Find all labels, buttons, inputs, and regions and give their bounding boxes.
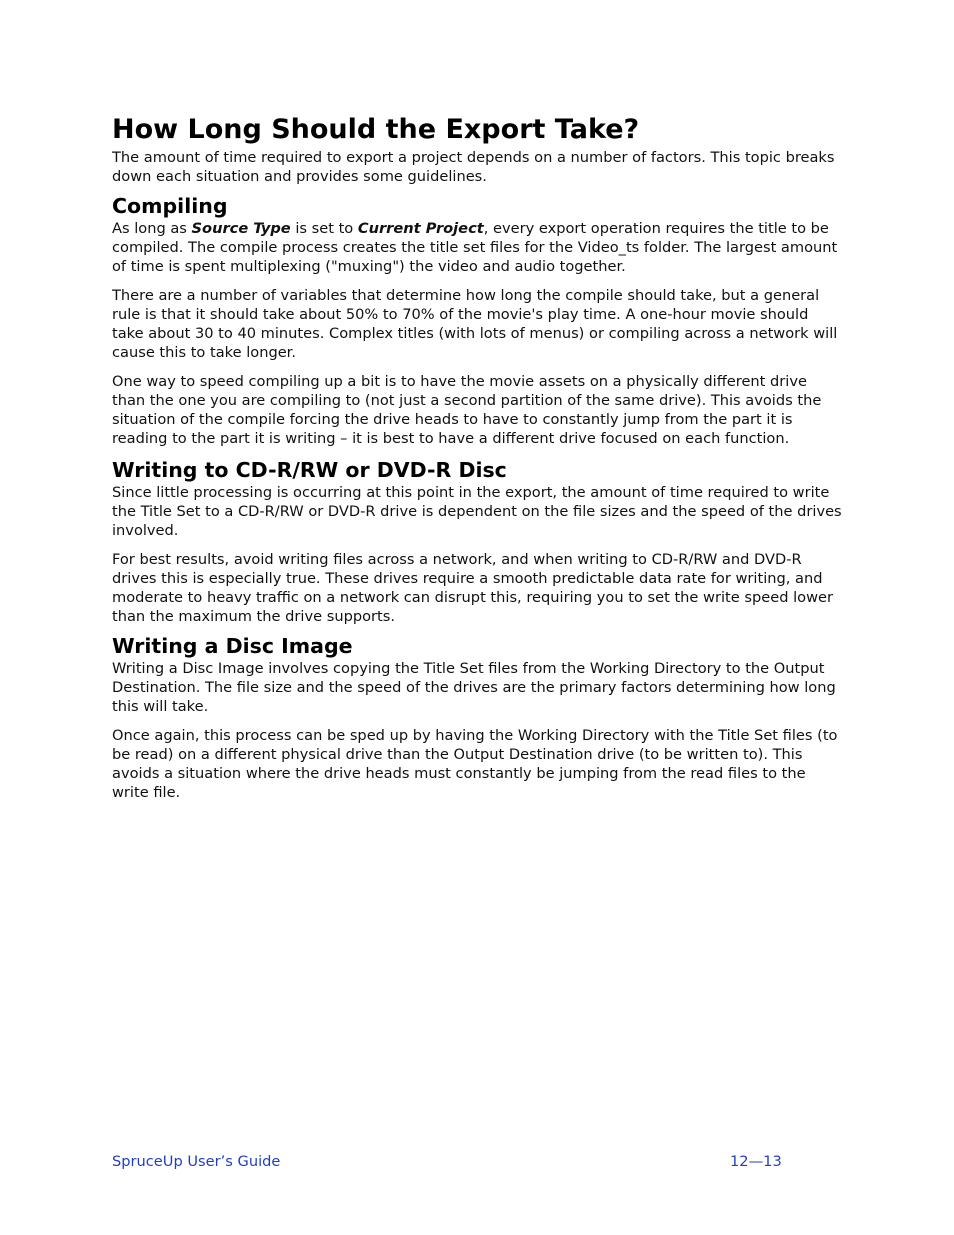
disc-image-paragraph-1: Writing a Disc Image involves copying the Title Set files from the Working Directory to the Output Destination. The file size and the speed of the drives are the primary factors determining how long this will take. xyxy=(112,660,836,715)
writing-cd-paragraph-1: Since little processing is occurring at this point in the export, the amount of time required to write the Title Set to a CD-R/RW or DVD-R drive is dependent on the file sizes and the speed of the drives involved. xyxy=(112,484,842,539)
compiling-paragraph-1 xyxy=(112,219,844,276)
text-run: As long as xyxy=(112,220,192,237)
section-heading-writing-cd: Writing to CD-R/RW or DVD-R Disc xyxy=(112,458,507,482)
document-body xyxy=(112,112,844,802)
text-run: , every export operation requires the title to be compiled. The compile process creates the title set files for the Video_ts folder. The largest amount of time is spent multiplexing ("muxing") the video and audio together. xyxy=(112,220,838,275)
emphasis-current-project: Current Project xyxy=(357,220,484,237)
emphasis-source-type: Source Type xyxy=(191,220,291,237)
footer-page-number: 12—13 xyxy=(730,1153,782,1170)
writing-cd-paragraph-2: For best results, avoid writing files across a network, and when writing to CD-R/RW and DVD-R drives this is especially true. These drives require a smooth predictable data rate for writing, and moderate to heavy traffic on a network can disrupt this, requiring you to set the write speed lower than the maximum the drive supports. xyxy=(112,551,834,625)
compiling-paragraph-2: There are a number of variables that determine how long the compile should take, but a general rule is that it should take about 50% to 70% of the movie's play time. A one-hour movie should take about 30 to 40 minutes. Complex titles (with lots of menus) or compiling across a network will cause this to take longer. xyxy=(112,287,838,361)
section-heading-disc-image: Writing a Disc Image xyxy=(112,634,353,658)
section-heading-compiling: Compiling xyxy=(112,194,228,218)
intro-paragraph: The amount of time required to export a project depends on a number of factors. This topic breaks down each situation and provides some guidelines. xyxy=(112,149,835,185)
text-run: is set to xyxy=(290,220,358,237)
compiling-paragraph-3: One way to speed compiling up a bit is to have the movie assets on a physically different drive than the one you are compiling to (not just a second partition of the same drive). This avoids the situation of the compile forcing the drive heads to have to constantly jump from the part it is reading to the part it is writing – it is best to have a different drive focused on each function. xyxy=(112,373,822,447)
page-title: How Long Should the Export Take? xyxy=(112,114,640,145)
footer-guide-title: SpruceUp User’s Guide xyxy=(112,1153,281,1170)
disc-image-paragraph-2: Once again, this process can be sped up by having the Working Directory with the Title Set files (to be read) on a different physical drive than the Output Destination drive (to be written to). This avoids a situation where the drive heads must constantly be jumping from the read files to the write file. xyxy=(112,727,838,801)
